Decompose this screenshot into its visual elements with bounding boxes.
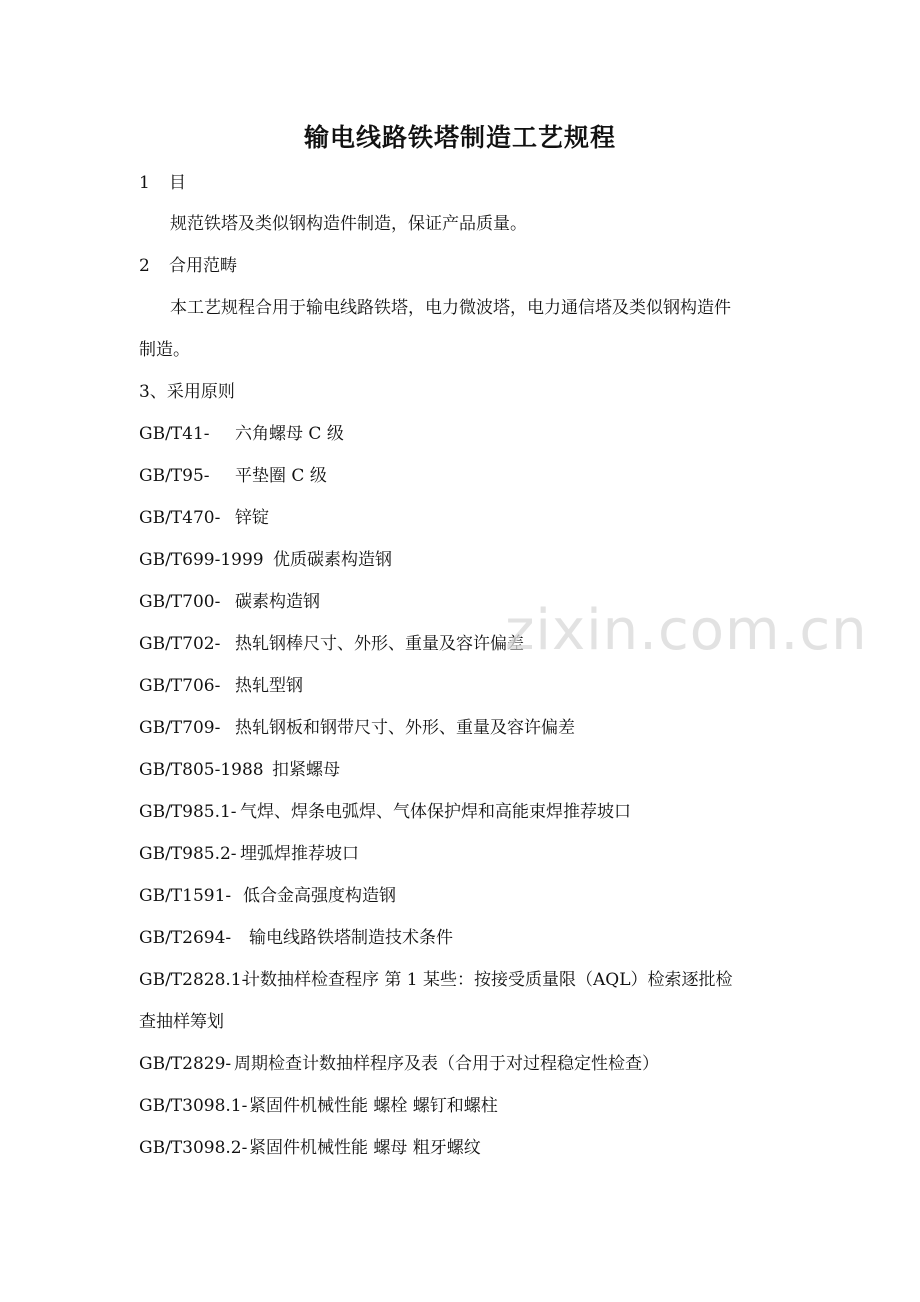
standard-code: GB/T1591- xyxy=(139,886,232,906)
standard-name: 优质碳素构造钢 xyxy=(273,550,392,570)
standard-code: GB/T3098.1- xyxy=(139,1096,248,1116)
standard-name: 气焊、焊条电弧焊、气体保护焊和高能束焊推荐坡口 xyxy=(240,802,631,822)
standard-name: 埋弧焊推荐坡口 xyxy=(240,844,359,864)
standard-item xyxy=(139,1052,659,1076)
standard-item xyxy=(139,1094,498,1118)
standard-name: 扣紧螺母 xyxy=(272,760,340,780)
section-number: 2 xyxy=(139,256,150,276)
standard-item xyxy=(139,884,396,908)
standard-item xyxy=(139,548,392,572)
document-title: 输电线路铁塔制造工艺规程 xyxy=(303,123,616,152)
standard-name: 平垫圈 C 级 xyxy=(235,466,327,486)
standard-code: GB/T3098.2- xyxy=(139,1138,248,1158)
standard-code: GB/T709- xyxy=(139,718,221,738)
standard-code: GB/T700- xyxy=(139,592,221,612)
standard-item-continuation: 查抽样筹划 xyxy=(139,1012,224,1032)
section-2-body-line: 本工艺规程合用于输电线路铁塔，电力微波塔，电力通信塔及类似钢构造件 xyxy=(170,298,731,318)
standard-code: GB/T2828.1- xyxy=(139,970,248,990)
standard-code: GB/T2694- xyxy=(139,928,232,948)
standard-name: 低合金高强度构造钢 xyxy=(243,886,396,906)
standard-name: 计数抽样检查程序 第 1 某些：按接受质量限（AQL）检索逐批检 xyxy=(243,970,733,990)
standard-name: 输电线路铁塔制造技术条件 xyxy=(249,928,453,948)
standard-item xyxy=(139,422,344,446)
standard-item xyxy=(139,926,453,950)
standard-item xyxy=(139,842,359,866)
section-2-heading xyxy=(139,254,237,278)
section-3-heading: 3、采用原则 xyxy=(139,382,235,402)
standard-item xyxy=(139,632,524,656)
section-number: 1 xyxy=(139,173,150,193)
standard-name: 锌锭 xyxy=(235,508,269,528)
section-1-heading xyxy=(139,171,186,195)
standard-item xyxy=(139,506,269,530)
standard-name: 热轧钢棒尺寸、外形、重量及容许偏差 xyxy=(235,634,524,654)
standard-code: GB/T706- xyxy=(139,676,221,696)
standard-name: 周期检查计数抽样程序及表（合用于对过程稳定性检查） xyxy=(234,1054,659,1074)
standard-item xyxy=(139,716,575,740)
standard-item xyxy=(139,758,340,782)
standard-code: GB/T805-1988 xyxy=(139,760,264,780)
standard-code: GB/T470- xyxy=(139,508,221,528)
watermark: zixin.com.cn xyxy=(505,598,868,663)
standard-name: 热轧型钢 xyxy=(235,676,303,696)
standard-code: GB/T95- xyxy=(139,466,210,486)
standard-name: 碳素构造钢 xyxy=(235,592,320,612)
standard-item xyxy=(139,800,631,824)
standard-name: 紧固件机械性能 螺母 粗牙螺纹 xyxy=(249,1138,481,1158)
standard-name: 紧固件机械性能 螺栓 螺钉和螺柱 xyxy=(249,1096,498,1116)
section-heading-text: 目 xyxy=(169,173,186,193)
standard-code: GB/T41- xyxy=(139,424,210,444)
section-heading-text: 合用范畴 xyxy=(169,256,237,276)
section-1-body: 规范铁塔及类似钢构造件制造，保证产品质量。 xyxy=(170,214,527,234)
standard-code: GB/T985.1- xyxy=(139,802,237,822)
standard-item xyxy=(139,1136,481,1160)
standard-name: 六角螺母 C 级 xyxy=(235,424,344,444)
standard-item xyxy=(139,590,320,614)
standard-code: GB/T702- xyxy=(139,634,221,654)
standard-code: GB/T2829- xyxy=(139,1054,232,1074)
section-2-body-line: 制造。 xyxy=(139,340,190,360)
standard-item xyxy=(139,674,303,698)
standard-item xyxy=(139,464,327,488)
standard-code: GB/T985.2- xyxy=(139,844,237,864)
standard-name: 热轧钢板和钢带尺寸、外形、重量及容许偏差 xyxy=(235,718,575,738)
standard-item xyxy=(139,968,733,992)
standard-code: GB/T699-1999 xyxy=(139,550,264,570)
